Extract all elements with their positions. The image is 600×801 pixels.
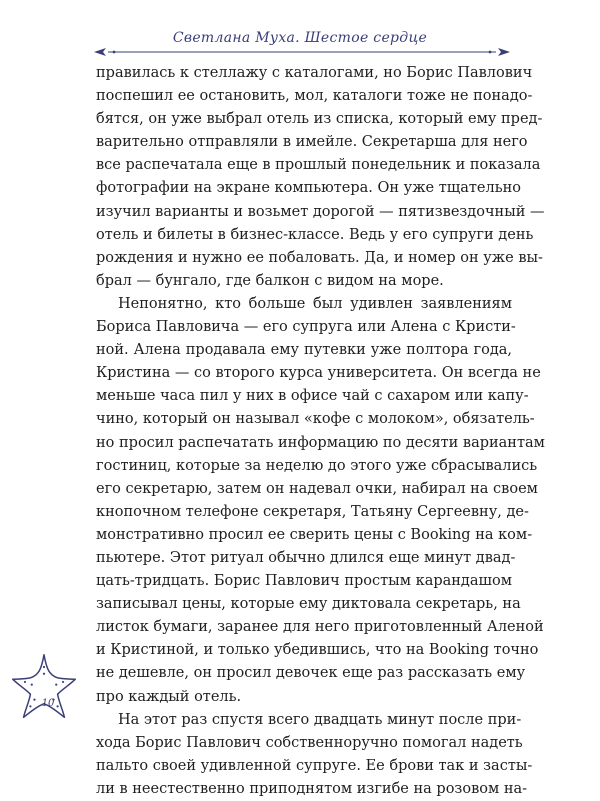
header-ornament-rule — [94, 46, 510, 58]
text-line: отель и билеты в бизнес-классе. Ведь у его супруги день — [96, 226, 534, 243]
text-line: и Кристиной, и только убедившись, что на Booking точно — [96, 642, 539, 659]
starfish-icon — [10, 652, 78, 720]
text-line: чино, который он называл «кофе с молоком», обязатель- — [96, 411, 535, 428]
text-line: хода Борис Павлович собственноручно помогал надеть — [96, 734, 523, 751]
text-line: гостиниц, которые за неделю до этого уже сбрасывались — [96, 457, 538, 474]
paragraph — [96, 293, 545, 709]
text-line: цать-тридцать. Борис Павлович простым карандашом — [96, 573, 512, 590]
paragraph — [96, 62, 545, 293]
text-line: монстративно просил ее сверить цены с Booking на ком- — [96, 526, 533, 543]
text-line: не дешевле, он просил девочек еще раз рассказать ему — [96, 665, 526, 682]
page-number: 10 — [41, 698, 55, 709]
text-line: листок бумаги, заранее для него приготовленный Аленой — [96, 619, 544, 636]
paragraph — [96, 709, 533, 801]
running-header-title: Светлана Муха. Шестое сердце — [172, 30, 428, 46]
text-line: Бориса Павловича — его супруга или Алена с Кристи- — [96, 319, 516, 336]
text-line: меньше часа пил у них в офисе чай с сахаром или капу- — [96, 388, 529, 405]
text-line: На этот раз спустя всего двадцать минут после при- — [118, 711, 522, 728]
text-line: но просил распечатать информацию по десяти вариантам — [96, 434, 545, 451]
text-line: рождения и нужно ее побаловать. Да, и номер он уже вы- — [96, 249, 543, 266]
text-line: Кристина — со второго курса университета. Он всегда не — [96, 365, 541, 382]
text-line: пальто своей удивленной супруге. Ее брови так и засты- — [96, 757, 533, 774]
text-line: бятся, он уже выбрал отель из списка, который ему пред- — [96, 111, 543, 128]
text-line: изучил варианты и возьмет дорогой — пятизвездочный — — [96, 203, 545, 220]
text-line: пьютере. Этот ритуал обычно длился еще минут двад- — [96, 549, 516, 566]
text-line: ли в неестественно приподнятом изгибе на розовом на- — [96, 780, 528, 797]
text-line: правилась к стеллажу с каталогами, но Борис Павлович — [96, 65, 533, 81]
text-line: про каждый отель. — [96, 688, 242, 705]
text-line: поспешил ее остановить, мол, каталоги тоже не понадо- — [96, 88, 533, 105]
text-line: его секретарю, затем он надевал очки, набирал на своем — [96, 480, 538, 497]
text-line: все распечатала еще в прошлый понедельник и показала — [96, 157, 541, 174]
text-line: кнопочном телефоне секретаря, Татьяну Сергеевну, де- — [96, 503, 529, 520]
text-line: брал — бунгало, где балкон с видом на море. — [96, 272, 444, 289]
text-line: ной. Алена продавала ему путевки уже полтора года, — [96, 342, 512, 359]
page-body-text — [96, 62, 545, 801]
text-line: фотографии на экране компьютера. Он уже тщательно — [96, 180, 521, 197]
text-line: записывал цены, которые ему диктовала секретарь, на — [96, 596, 521, 613]
text-line: варительно отправляли в имейле. Секретарша для него — [96, 134, 528, 151]
text-line: Непонятно, кто больше был удивлен заявлениям — [118, 295, 512, 312]
